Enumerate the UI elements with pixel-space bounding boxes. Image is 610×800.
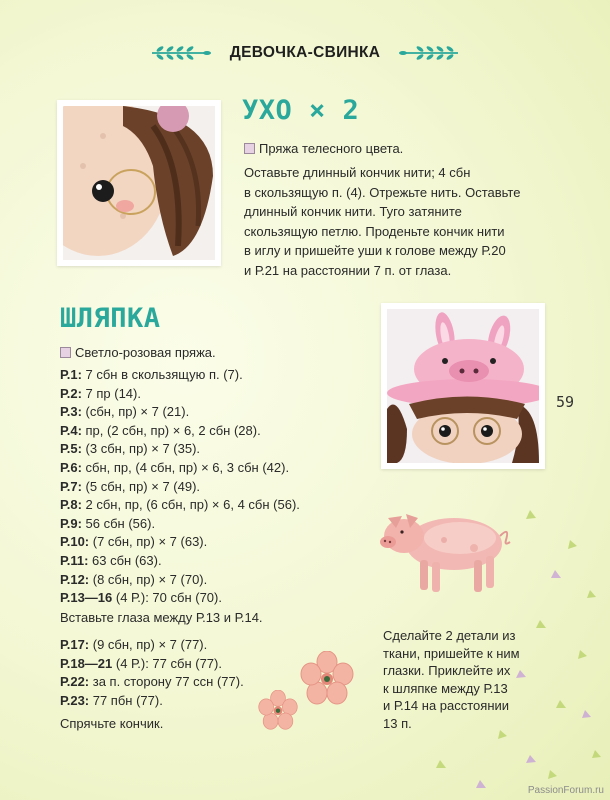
flower-icon: [258, 690, 298, 730]
row-item: Р.18—21 (4 Р.): 77 сбн (77).: [60, 655, 222, 671]
row-item: Р.10: (7 сбн, пр) × 7 (63).: [60, 534, 208, 550]
row-item: Р.11: 63 сбн (63).: [60, 552, 162, 568]
flower-icon: [300, 651, 354, 705]
note-line: Сделайте 2 детали из: [383, 628, 516, 643]
sprig-left-icon: [150, 43, 212, 63]
side-note: [383, 627, 543, 732]
page-number: 59: [556, 393, 575, 411]
sprig-right-icon: [398, 43, 460, 63]
note-line: к шляпке между Р.13: [383, 680, 508, 696]
hide-end-note: Спрячьте кончик.: [60, 716, 164, 731]
row-item: Р.23: 77 пбн (77).: [60, 692, 163, 708]
watermark: PassionForum.ru: [527, 785, 604, 796]
ear-line: и Р.21 на расстоянии 7 п. от глаза.: [244, 262, 452, 278]
row-item: Р.1: 7 сбн в скользящую п. (7).: [60, 367, 243, 382]
row-item: Р.7: (5 сбн, пр) × 7 (49).: [60, 478, 201, 494]
ear-yarn-note: [244, 141, 403, 156]
ear-yarn-text: Пряжа телесного цвета.: [259, 141, 404, 156]
row-item: Р.5: (3 сбн, пр) × 7 (35).: [60, 441, 201, 457]
hat-yarn-text: Светло-розовая пряжа.: [75, 345, 216, 360]
hat-rows-2: [60, 636, 244, 710]
doll-ear-photo: [57, 100, 221, 266]
pig-hat-photo: [381, 303, 545, 469]
note-line: ткани, пришейте к ним: [383, 645, 520, 661]
ear-instructions: [244, 163, 544, 280]
ear-section-title: УХО × 2: [242, 95, 360, 126]
yarn-swatch-icon: [60, 347, 71, 358]
row-item: Р.6: сбн, пр, (4 сбн, пр) × 6, 3 сбн (42).: [60, 459, 290, 475]
ear-line: в скользящую п. (4). Отрежьте нить. Оставьте: [244, 184, 521, 200]
hat-rows: [60, 366, 300, 608]
ear-line: длинный кончик нити. Туго затяните: [244, 204, 462, 219]
note-line: и Р.14 на расстоянии: [383, 698, 510, 713]
page-title: ДЕВОЧКА-СВИНКА: [229, 44, 381, 61]
ear-line: в иглу и пришейте уши к голове между Р.20: [244, 243, 506, 258]
row-item: Р.13—16 (4 Р.): 70 сбн (70).: [60, 590, 222, 606]
ear-line: Оставьте длинный кончик нити; 4 сбн: [244, 165, 471, 180]
note-line: 13 п.: [383, 715, 412, 731]
pig-illustration: [374, 496, 514, 600]
row-item: Р.8: 2 сбн, пр, (6 сбн, пр) × 6, 4 сбн (56).: [60, 497, 300, 513]
page-header: [0, 40, 610, 66]
row-item: Р.2: 7 пр (14).: [60, 385, 141, 401]
row-item: Р.4: пр, (2 сбн, пр) × 6, 2 сбн (28).: [60, 422, 261, 438]
note-line: глазки. Приклейте их: [383, 663, 511, 678]
hat-yarn-note: [60, 345, 216, 360]
row-item: Р.3: (сбн, пр) × 7 (21).: [60, 404, 190, 420]
yarn-swatch-icon: [244, 143, 255, 154]
row-item: Р.22: за п. сторону 77 ссн (77).: [60, 674, 244, 690]
ear-line: скользящую петлю. Проденьте кончик нити: [244, 223, 505, 239]
row-item: Р.12: (8 сбн, пр) × 7 (70).: [60, 571, 208, 587]
row-item: Р.17: (9 сбн, пр) × 7 (77).: [60, 637, 208, 652]
eyes-note: Вставьте глаза между Р.13 и Р.14.: [60, 610, 263, 625]
row-item: Р.9: 56 сбн (56).: [60, 515, 156, 531]
hat-section-title: ШЛЯПКА: [60, 303, 161, 334]
